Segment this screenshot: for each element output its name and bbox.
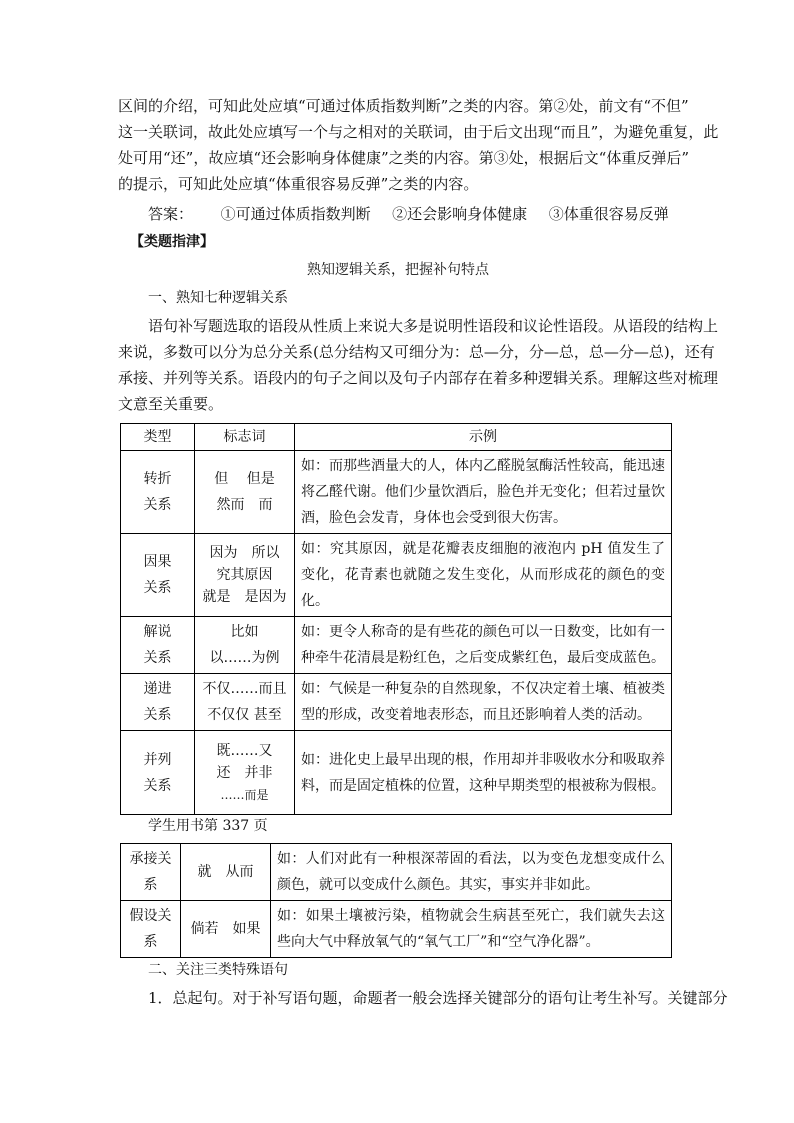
keyword-text: 究其原因 <box>216 567 273 583</box>
example-cell: 如：如果土壤被污染，植物就会生病甚至死亡，我们就失去这些向大气中释放氧气的“氧气工厂”和“空气净化器”。 <box>271 901 672 958</box>
type-text: 系 <box>143 877 158 893</box>
table-row <box>121 901 672 958</box>
keyword-text: 倘若 如果 <box>190 921 261 937</box>
keywords-cell <box>195 731 295 815</box>
keyword-text: ……而是 <box>220 787 269 802</box>
example-cell: 如：气候是一种复杂的自然现象，不仅决定着土壤、植被类型的形成，改变着地表形态，而且还影响着人类的活动。 <box>295 674 672 731</box>
answer-label: 答案： <box>148 205 194 223</box>
keyword-text: 以……为例 <box>209 650 280 666</box>
keywords-cell <box>195 451 295 534</box>
type-text: 关系 <box>143 497 172 513</box>
section-title: 熟知逻辑关系，把握补句特点 <box>307 262 489 278</box>
guide-tag: 【类题指津】 <box>130 234 214 250</box>
type-text: 承接关 <box>129 851 172 867</box>
keywords-cell <box>181 901 271 958</box>
intro-line-4: 的提示，可知此处应填“体重很容易反弹”之类的内容。 <box>118 175 479 193</box>
keyword-text: 不仅……而且 <box>202 681 287 697</box>
type-text: 关系 <box>143 650 172 666</box>
logic-relations-table-continued <box>120 843 672 958</box>
heading-1: 一、熟知七种逻辑关系 <box>148 290 288 306</box>
example-cell: 如：人们对此有一种根深蒂固的看法，以为变色龙想变成什么颜色，就可以变成什么颜色。其实，事实并非如此。 <box>271 844 672 901</box>
example-cell: 如：更令人称奇的是有些花的颜色可以一日数变，比如有一种牵牛花清晨是粉红色，之后变成紫红色，最后变成蓝色。 <box>295 617 672 674</box>
para2-line-1: 1．总起句。对于补写语句题，命题者一般会选择关键部分的语句让考生补写。关键部分 <box>148 989 728 1007</box>
answer-item-3: ③体重很容易反弹 <box>548 205 669 223</box>
page-reference: 学生用书第 337 页 <box>148 818 268 834</box>
keywords-cell <box>195 534 295 617</box>
type-text: 因果 <box>143 554 172 570</box>
table-row <box>121 534 672 617</box>
type-cell <box>121 901 181 958</box>
keywords-cell <box>195 617 295 674</box>
header-keywords: 标志词 <box>195 424 295 451</box>
table-row <box>121 674 672 731</box>
intro-line-2: 这一关联词，故此处应填写一个与之相对的关联词，由于后文出现“而且”，为避免重复，此 <box>118 123 719 141</box>
type-cell <box>121 844 181 901</box>
keyword-text: 但 但是 <box>214 471 275 487</box>
keyword-text: 然而 而 <box>216 497 273 513</box>
type-cell <box>121 731 195 815</box>
header-type: 类型 <box>121 424 195 451</box>
table-row <box>121 451 672 534</box>
intro-line-3: 处可用“还”，故应填“还会影响身体健康”之类的内容。第③处，根据后文“体重反弹后” <box>118 149 690 167</box>
table-header-row <box>121 424 672 451</box>
answer-item-2: ②还会影响身体健康 <box>392 205 528 223</box>
type-text: 解说 <box>143 624 172 640</box>
intro-line-1: 区间的介绍，可知此处应填“可通过体质指数判断”之类的内容。第②处，前文有“不但” <box>118 97 689 115</box>
answer-item-1: ①可通过体质指数判断 <box>220 205 371 223</box>
keywords-cell <box>181 844 271 901</box>
table-row <box>121 844 672 901</box>
keyword-text: 就是 是因为 <box>202 589 287 605</box>
type-text: 关系 <box>143 580 172 596</box>
type-text: 关系 <box>143 777 172 794</box>
keyword-text: 不仅仅 甚至 <box>207 707 282 723</box>
para1-line-2: 来说，多数可以分为总分关系(总分结构又可细分为：总—分，分—总，总—分—总)，还有 <box>118 343 715 361</box>
example-cell: 如：进化史上最早出现的根，作用却并非吸收水分和吸取养料，而是固定植株的位置，这种早期类型的根被称为假根。 <box>295 731 672 815</box>
keyword-text: 还 并非 <box>216 764 273 781</box>
example-cell: 如：究其原因，就是花瓣表皮细胞的液泡内 pH 值发生了变化，花青素也就随之发生变化，从而形成花的颜色的变化。 <box>295 534 672 617</box>
type-text: 转折 <box>143 471 172 487</box>
keyword-text: 就 从而 <box>197 864 254 880</box>
para1-line-3: 承接、并列等关系。语段内的句子之间以及句子内部存在着多种逻辑关系。理解这些对梳理 <box>118 369 719 387</box>
type-text: 关系 <box>143 707 172 723</box>
type-text: 递进 <box>143 681 172 697</box>
example-cell: 如：而那些酒量大的人，体内乙醛脱氢酶活性较高，能迅速将乙醛代谢。他们少量饮酒后，脸色并无变化；但若过量饮酒，脸色会发青，身体也会受到很大伤害。 <box>295 451 672 534</box>
answer-line <box>148 202 708 226</box>
keywords-cell <box>195 674 295 731</box>
keyword-text: 比如 <box>230 624 259 640</box>
keyword-text: 因为 所以 <box>209 545 280 561</box>
type-cell <box>121 451 195 534</box>
type-cell <box>121 534 195 617</box>
para1-line-4: 文意至关重要。 <box>118 395 224 413</box>
type-cell <box>121 674 195 731</box>
type-text: 并列 <box>143 751 172 768</box>
type-text: 系 <box>143 934 158 950</box>
table-row <box>121 617 672 674</box>
type-cell <box>121 617 195 674</box>
type-text: 假设关 <box>129 908 172 924</box>
para1-line-1: 语句补写题选取的语段从性质上来说大多是说明性语段和议论性语段。从语段的结构上 <box>148 317 719 335</box>
logic-relations-table <box>120 423 672 815</box>
heading-2: 二、关注三类特殊语句 <box>148 962 288 978</box>
header-example: 示例 <box>295 424 672 451</box>
table-row <box>121 731 672 815</box>
keyword-text: 既……又 <box>216 742 273 759</box>
